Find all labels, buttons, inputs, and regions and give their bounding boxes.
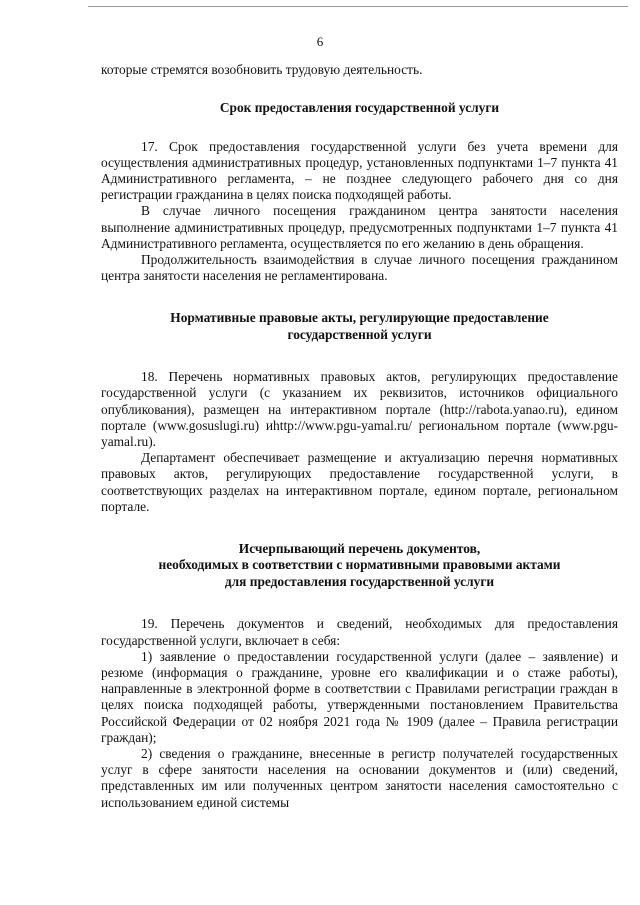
heading-documents-line3: для предоставления государственной услуги (224, 573, 495, 589)
paragraph-18: 18. Перечень нормативных правовых актов, регулирующих предоставление государственной услуги (с указанием их реквизитов, источников официального опубликования), размещен на интерактивном портале (http://rabota.yanao.ru), едином портале (www.gosuslugi.ru) иhttp://www.pgu-yamal.ru/ региональном портале (www.pgu-yamal.ru). (101, 369, 618, 450)
paragraph-17-duration: Продолжительность взаимодействия в случае личного посещения гражданином центра занятости населения не регламентирована. (101, 252, 618, 284)
paragraph-17-personal-visit: В случае личного посещения гражданином центра занятости населения выполнение административных процедур, предусмотренных подпунктами 1–7 пункта 41 Административного регламента, осуществляется по его желанию в день обращения. (101, 203, 618, 251)
paragraph-continuation: которые стремятся возобновить трудовую деятельность. (101, 62, 423, 77)
heading-normative-acts-line1: Нормативные правовые акты, регулирующие предоставление (170, 310, 549, 326)
heading-normative-acts-line2: государственной услуги (287, 326, 432, 342)
heading-service-term: Срок предоставления государственной услуги (219, 100, 500, 116)
heading-documents-line1: Исчерпывающий перечень документов, (238, 541, 481, 557)
paragraph-19: 19. Перечень документов и сведений, необходимых для предоставления государственной услуги, включает в себя: (101, 616, 618, 648)
paragraph-19-item-2: 2) сведения о гражданине, внесенные в регистр получателей государственных услуг в сфере занятости населения на основании документов и (или) сведений, представленных им или полученных центром занятости населения самостоятельно с использованием единой системы (101, 745, 618, 810)
page-number: 6 (316, 34, 324, 49)
paragraph-17: 17. Срок предоставления государственной услуги без учета времени для осуществления административных процедур, установленных подпунктами 1–7 пункта 41 Административного регламента, – не позднее следующего рабочего дня со дня регистрации гражданина в целях поиска подходящей работы. (101, 138, 618, 203)
document-body (101, 62, 618, 811)
scan-edge-line (88, 6, 628, 7)
paragraph-18-department: Департамент обеспечивает размещение и актуализацию перечня нормативных правовых актов, регулирующих предоставление государственной услуги, в соответствующих разделах на интерактивном портале, едином портале, региональном портале. (101, 450, 618, 514)
paragraph-19-item-1: 1) заявление о предоставлении государственной услуги (далее – заявление) и резюме (информация о гражданине, уровне его квалификации и о стаже работы), направленные в электронной форме в соответствии с Правилами регистрации граждан в целях поиска подходящей работы, утвержденными постановлением Правительства Российской Федерации от 02 ноября 2021 года № 1909 (далее – Правила регистрации граждан); (101, 648, 618, 745)
heading-documents-line2: необходимых в соответствии с нормативными правовыми актами (158, 557, 561, 573)
